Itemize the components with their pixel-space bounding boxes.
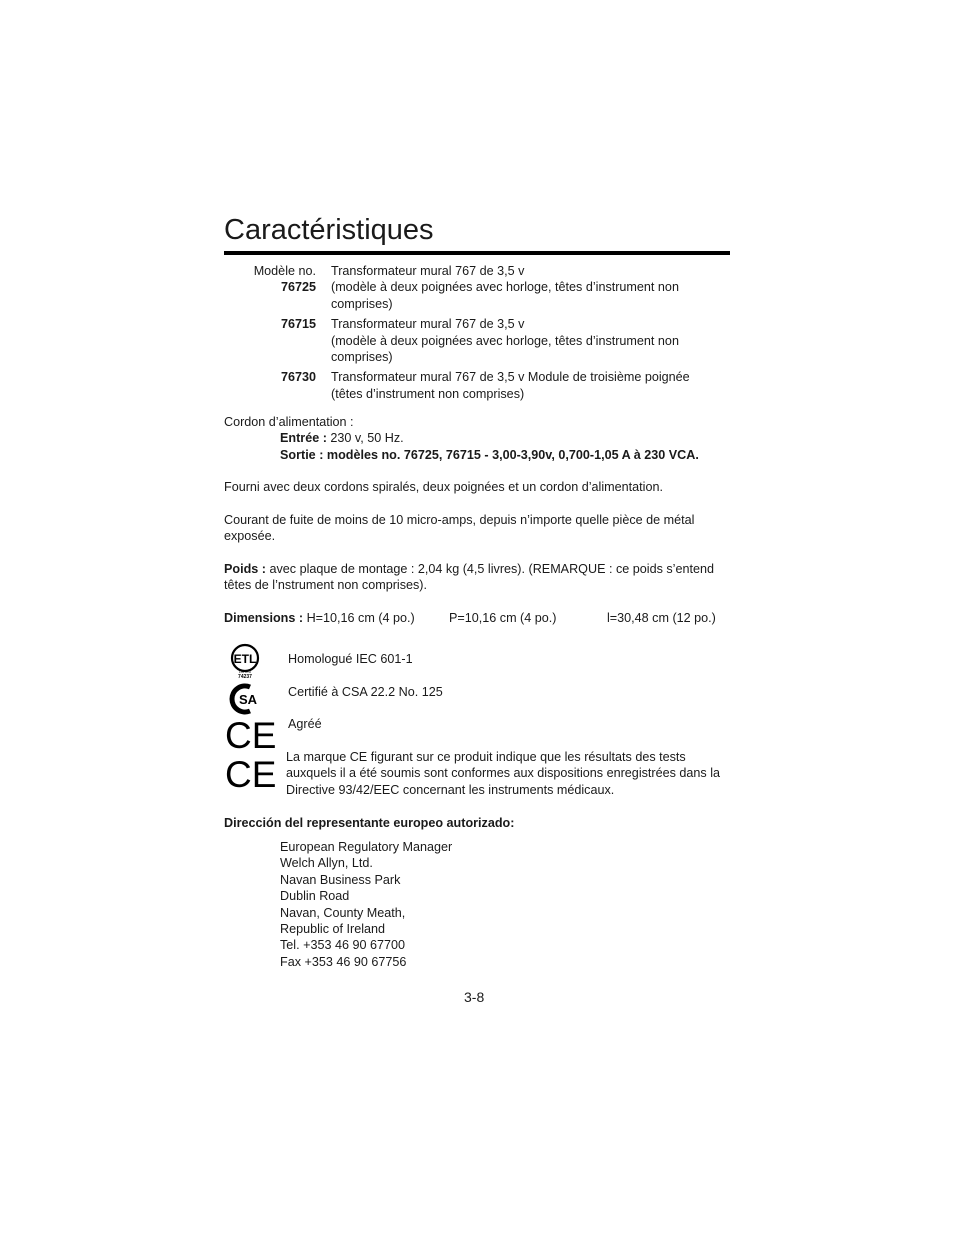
input-label: Entrée : xyxy=(280,431,327,446)
model-line2: (modèle à deux poignées avec horloge, têtes d’instrument non comprises) xyxy=(331,280,679,311)
ce-mark-icon xyxy=(224,715,277,756)
address-line: Navan Business Park xyxy=(280,872,401,887)
model-number-cell xyxy=(224,369,331,402)
etl-mark-sub: LISTED xyxy=(238,670,252,674)
model-line2: (têtes d’instrument non comprises) xyxy=(331,386,525,401)
power-cord-label: Cordon d’alimentation : xyxy=(224,415,354,429)
leakage-text: Courant de fuite de moins de 10 micro-amps, depuis n’importe quelle pièce de métal exposée. xyxy=(224,513,695,544)
page-number: 3-8 xyxy=(464,989,485,1005)
weight-section xyxy=(224,561,734,594)
model-number: 76715 xyxy=(280,317,316,332)
page-title: Caractéristiques xyxy=(224,214,434,246)
address-line: Republic of Ireland xyxy=(280,922,386,937)
model-line2: (modèle à deux poignées avec horloge, têtes d’instrument non comprises) xyxy=(331,333,679,365)
power-output xyxy=(224,447,734,463)
address-line: Fax +353 46 90 67756 xyxy=(280,954,407,969)
model-number: 76725 xyxy=(280,280,316,295)
output-text: Sortie : modèles no. 76725, 76715 - 3,00-3,90v, 0,700-1,05 A à 230 VCA. xyxy=(280,447,699,462)
dimension-p: P=10,16 cm (4 po.) xyxy=(449,611,557,625)
model-list xyxy=(224,263,730,406)
csa-mark-icon xyxy=(224,681,264,717)
model-number-cell xyxy=(224,316,331,365)
csa-text: Certifié à CSA 22.2 No. 125 xyxy=(288,685,443,699)
model-description xyxy=(331,263,730,312)
csa-mark-letters: SA xyxy=(238,692,258,707)
dimensions-section xyxy=(224,610,734,626)
weight-text: avec plaque de montage : 2,04 kg (4,5 livres). (REMARQUE : ce poids s’entend têtes de l’nstrument non comprises). xyxy=(224,562,714,593)
address-block xyxy=(280,839,580,970)
representative-heading-text: Dirección del representante europeo autorizado: xyxy=(224,816,515,830)
title-rule xyxy=(224,251,730,255)
model-number-cell xyxy=(224,263,331,312)
representative-heading xyxy=(224,815,734,831)
certification-marks xyxy=(224,642,277,795)
ce-mark-icon xyxy=(224,754,277,795)
power-input xyxy=(224,430,734,446)
models-label: Modèle no. xyxy=(253,264,316,278)
model-line1: Transformateur mural 767 de 3,5 v Module de troisième poignée xyxy=(331,370,690,385)
dimension-h xyxy=(224,610,449,626)
dimension-h-value: H=10,16 cm (4 po.) xyxy=(303,611,415,625)
etl-text: Homologué IEC 601-1 xyxy=(288,652,413,666)
etl-listed-mark-icon xyxy=(224,642,264,680)
model-row xyxy=(224,263,730,312)
dimension-l: l=30,48 cm (12 po.) xyxy=(607,611,716,625)
address-line: Tel. +353 46 90 67700 xyxy=(280,938,405,953)
power-cord-section xyxy=(224,414,734,463)
address-line: Navan, County Meath, xyxy=(280,905,406,920)
dimensions-label: Dimensions : xyxy=(224,611,304,625)
ce-mark-letters: CE xyxy=(225,715,277,756)
model-row xyxy=(224,369,730,402)
ce-note: La marque CE figurant sur ce produit indique que les résultats des tests auxquels il a été soumis sont conformes aux dispositions enregistrées dans la Directive 93/42/EEC concernant les instruments médicaux. xyxy=(286,750,721,797)
address-line: Welch Allyn, Ltd. xyxy=(280,856,373,871)
input-value: 230 v, 50 Hz. xyxy=(326,431,404,446)
address-line: Dublin Road xyxy=(280,889,350,904)
model-description xyxy=(331,369,730,402)
ce-text: Agréé xyxy=(288,717,322,731)
etl-mark-letters: ETL xyxy=(233,652,257,666)
supplied-with-text: Fourni avec deux cordons spiralés, deux poignées et un cordon d’alimentation. xyxy=(224,480,663,494)
address-line: European Regulatory Manager xyxy=(280,840,453,854)
model-row xyxy=(224,316,730,365)
model-line1: Transformateur mural 767 de 3,5 v xyxy=(331,317,525,332)
ce-mark-letters: CE xyxy=(225,754,277,795)
model-number: 76730 xyxy=(280,370,316,385)
model-line1: Transformateur mural 767 de 3,5 v xyxy=(331,264,525,278)
weight-label: Poids : xyxy=(224,562,266,576)
model-description xyxy=(331,316,730,365)
etl-mark-number: 74237 xyxy=(238,674,252,680)
